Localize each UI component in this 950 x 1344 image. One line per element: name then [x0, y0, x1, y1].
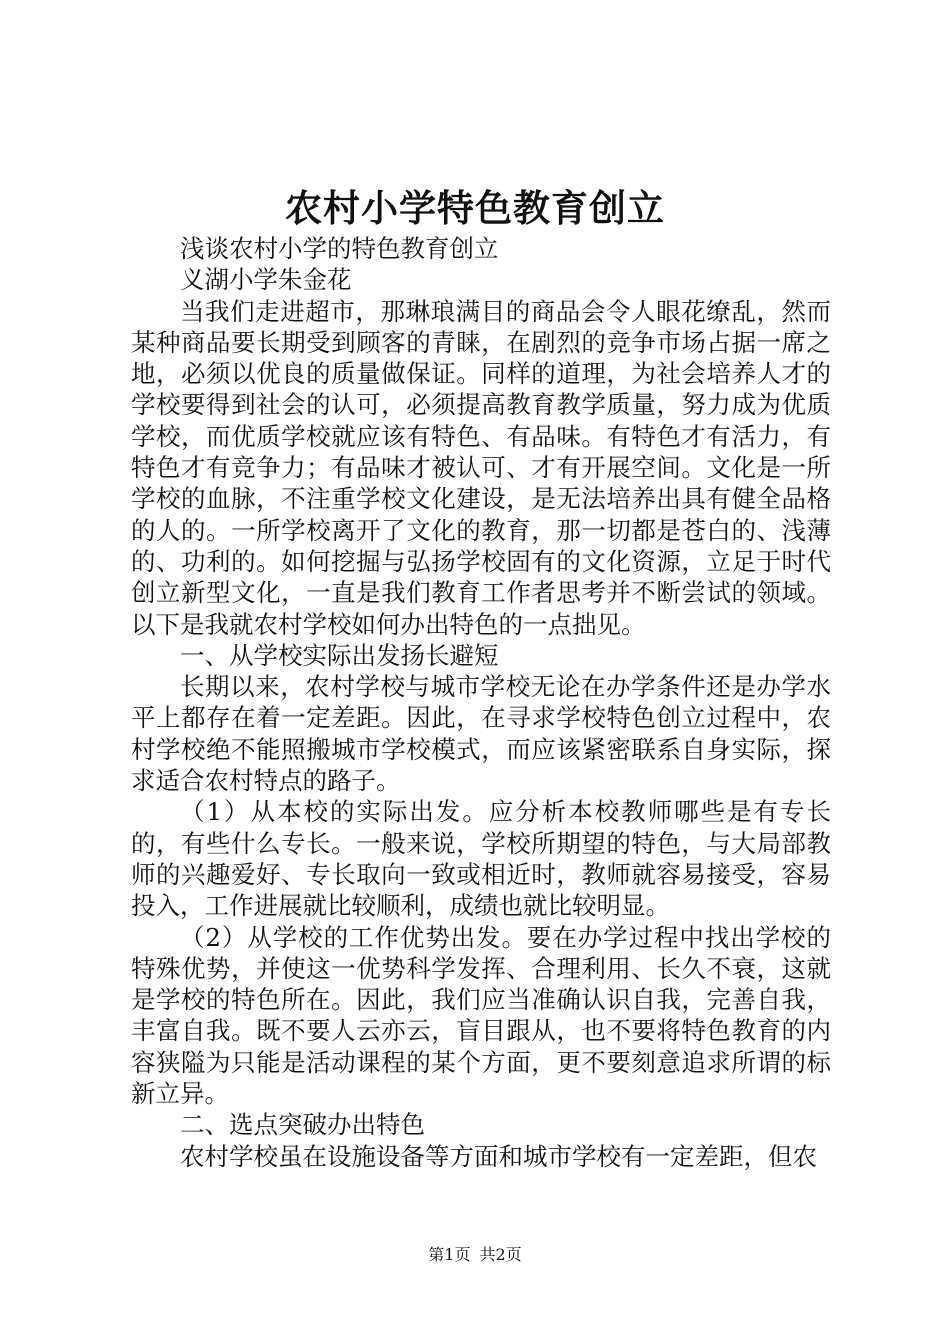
page-footer — [0, 1244, 950, 1266]
paragraph: 农村学校虽在设施设备等方面和城市学校有一定差距，但农 — [180, 1141, 817, 1171]
section-heading: 一、从学校实际出发扬长避短 — [180, 640, 499, 670]
subtitle: 浅谈农村小学的特色教育创立 — [180, 234, 499, 263]
paragraph: 长期以来，农村学校与城市学校无论在办学条件还是办学水平上都存在着一定差距。因此，在寻求学校特色创立过程中，农村学校绝不能照搬城市学校模式，而应该紧密联系自身实际，探求适合农村特点的路子。 — [131, 672, 831, 796]
paragraph: 当我们走进超市，那琳琅满目的商品会令人眼花缭乱，然而某种商品要长期受到顾客的青睐，在剧烈的竞争市场占据一席之地，必须以优良的质量做保证。同样的道理，为社会培养人才的学校要得到社会的认可，必须提高教育教学质量，努力成为优质学校，而优质学校就应该有特色、有品味。有特色才有活力，有特色才有竞争力；有品味才被认可、才有开展空间。文化是一所学校的血脉，不注重学校文化建设，是无法培养出具有健全品格的人的。一所学校离开了文化的教育，那一切都是苍白的、浅薄的、功利的。如何挖掘与弘扬学校固有的文化资源，立足于时代创立新型文化，一直是我们教育工作者思考并不断尝试的领域。以下是我就农村学校如何办出特色的一点拙见。 — [131, 296, 831, 639]
author-line: 义湖小学朱金花 — [180, 265, 352, 295]
document-body — [131, 233, 831, 1172]
page-total: 共2页 — [479, 1245, 522, 1264]
page-number: 第1页 — [428, 1245, 471, 1264]
document-title: 农村小学特色教育创立 — [285, 186, 665, 230]
paragraph: （2）从学校的工作优势出发。要在办学过程中找出学校的特殊优势，并使这一优势科学发挥、合理利用、长久不衰，这就是学校的特色所在。因此，我们应当准确认识自我，完善自我，丰富自我。既不要人云亦云，盲目跟从，也不要将特色教育的内容狭隘为只能是活动课程的某个方面，更不要刻意追求所谓的标新立异。 — [131, 922, 831, 1109]
paragraph: （1）从本校的实际出发。应分析本校教师哪些是有专长的，有些什么专长。一般来说，学校所期望的特色，与大局部教师的兴趣爱好、专长取向一致或相近时，教师就容易接受，容易投入，工作进展就比较顺利，成绩也就比较明显。 — [131, 797, 831, 921]
section-heading: 二、选点突破办出特色 — [180, 1110, 425, 1140]
